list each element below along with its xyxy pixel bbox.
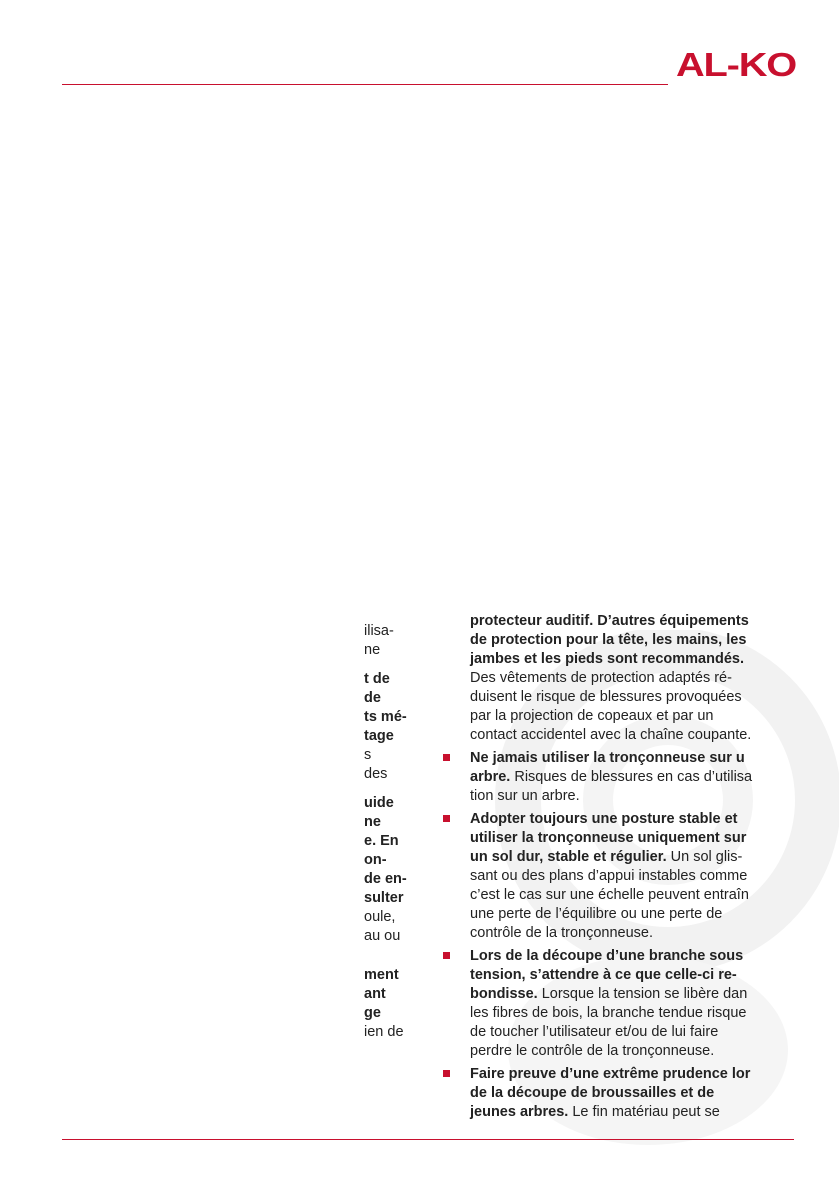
bullet-item [470, 1065, 784, 1122]
right-column [470, 612, 784, 1122]
intro-paragraph [470, 612, 784, 745]
bullet-line [470, 886, 784, 905]
bullet-line [470, 1084, 784, 1103]
bullet-body-text: sant ou des plans d’appui instables comme [470, 868, 748, 884]
bullet-bold-text: un sol dur, stable et régulier. [470, 849, 667, 865]
bullet-body-text: Un sol glis- [666, 849, 743, 865]
bullet-line [470, 768, 784, 787]
bullet-line [470, 787, 784, 806]
left-column-fragments [364, 622, 424, 1042]
al-ko-logo [676, 46, 796, 80]
bullet-square-icon [443, 815, 450, 822]
bullet-item [470, 947, 784, 1061]
text-fragment: e. En [364, 833, 399, 849]
intro-text-line: contact accidentel avec la chaîne coupante. [470, 727, 752, 743]
text-fragment: ment [364, 967, 399, 983]
text-fragment: t de [364, 671, 390, 687]
bullet-body-text: c’est le cas sur une échelle peuvent entraîn [470, 887, 749, 903]
bullet-item [470, 810, 784, 943]
bullet-line [470, 905, 784, 924]
fragment-gap [364, 784, 424, 794]
text-fragment: ne [364, 814, 381, 830]
fragment-gap [364, 946, 424, 956]
bullet-bold-text: Ne jamais utiliser la tronçonneuse sur u [470, 750, 745, 766]
bullet-bold-text: de la découpe de broussailles et de [470, 1085, 715, 1101]
bullet-bold-text: jeunes arbres. [470, 1104, 569, 1120]
bullet-line [470, 1023, 784, 1042]
text-fragment: ne [364, 642, 381, 658]
bullet-body-text: perdre le contrôle de la tronçonneuse. [470, 1043, 715, 1059]
bullet-square-icon [443, 754, 450, 761]
bullet-bold-text: Adopter toujours une posture stable et [470, 811, 738, 827]
intro-text-line: duisent le risque de blessures provoquées [470, 689, 742, 705]
fragment-gap [364, 956, 424, 966]
svg-text:AL-KO: AL-KO [676, 46, 796, 80]
intro-bold-line: jambes et les pieds sont recommandés. [470, 651, 744, 667]
bullet-body-text: les fibres de bois, la branche tendue risque [470, 1005, 747, 1021]
bullet-body-text: Lorsque la tension se libère dan [537, 986, 748, 1002]
intro-bold-line: protecteur auditif. D’autres équipements [470, 613, 749, 629]
text-fragment: on- [364, 852, 387, 868]
bullet-list [470, 749, 784, 1122]
text-fragment: ilisa- [364, 623, 394, 639]
bullet-square-icon [443, 952, 450, 959]
text-fragment: uide [364, 795, 394, 811]
bullet-line [470, 985, 784, 1004]
text-fragment: de en- [364, 871, 407, 887]
text-fragment: sulter [364, 890, 404, 906]
bullet-square-icon [443, 1070, 450, 1077]
bullet-bold-text: arbre. [470, 769, 511, 785]
text-fragment: ien de [364, 1024, 404, 1040]
intro-text-line: Des vêtements de protection adaptés ré- [470, 670, 732, 686]
bullet-body-text: Risques de blessures en cas d’utilisa [510, 769, 753, 785]
text-fragment: de [364, 690, 381, 706]
fragment-gap [364, 660, 424, 670]
bullet-bold-text: Faire preuve d’une extrême prudence lor [470, 1066, 751, 1082]
bullet-line [470, 1042, 784, 1061]
bullet-line [470, 848, 784, 867]
bullet-line [470, 1103, 784, 1122]
bullet-bold-text: bondisse. [470, 986, 538, 1002]
bullet-line [470, 966, 784, 985]
text-fragment: ge [364, 1005, 381, 1021]
bullet-body-text: de toucher l’utilisateur et/ou de lui faire [470, 1024, 719, 1040]
header-rule [62, 84, 668, 85]
text-fragment: des [364, 766, 388, 782]
bullet-line [470, 947, 784, 966]
bullet-bold-text: tension, s’attendre à ce que celle-ci re- [470, 967, 737, 983]
bullet-line [470, 867, 784, 886]
footer-rule [62, 1139, 794, 1140]
text-fragment: au ou [364, 928, 401, 944]
bullet-item [470, 749, 784, 806]
bullet-line [470, 1065, 784, 1084]
bullet-body-text: Le fin matériau peut se [568, 1104, 720, 1120]
bullet-body-text: tion sur un arbre. [470, 788, 580, 804]
text-fragment: tage [364, 728, 394, 744]
bullet-body-text: une perte de l’équilibre ou une perte de [470, 906, 723, 922]
bullet-line [470, 829, 784, 848]
intro-bold-line: de protection pour la tête, les mains, les [470, 632, 747, 648]
text-fragment: s [364, 747, 372, 763]
bullet-line [470, 749, 784, 768]
bullet-line [470, 924, 784, 943]
bullet-bold-text: utiliser la tronçonneuse uniquement sur [470, 830, 747, 846]
bullet-line [470, 1004, 784, 1023]
bullet-body-text: contrôle de la tronçonneuse. [470, 925, 653, 941]
bullet-line [470, 810, 784, 829]
text-fragment: ant [364, 986, 386, 1002]
intro-text-line: par la projection de copeaux et par un [470, 708, 714, 724]
bullet-bold-text: Lors de la découpe d’une branche sous [470, 948, 744, 964]
text-fragment: oule, [364, 909, 396, 925]
text-fragment: ts mé- [364, 709, 407, 725]
